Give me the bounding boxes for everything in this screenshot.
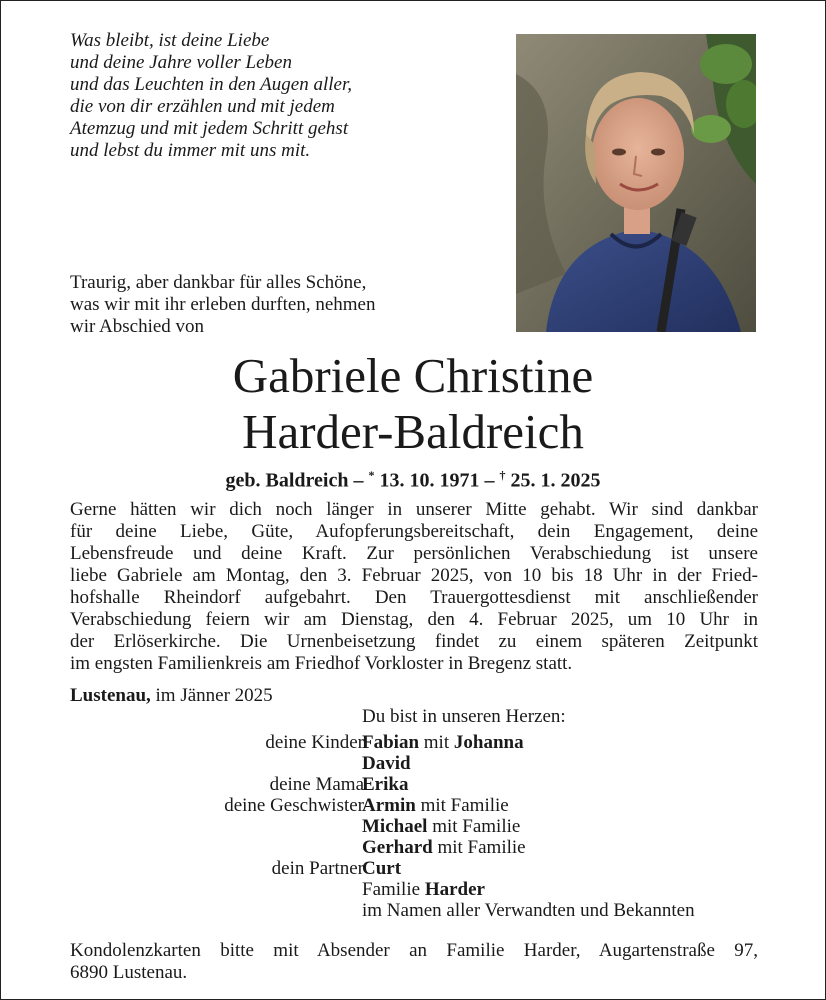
body-line: für deine Liebe, Güte, Aufopferungsbereitschaft, dein Engagement, deine [70,521,758,542]
separator: – [479,469,500,492]
announcement-text [70,499,758,675]
family-row [0,732,826,753]
family-relation: deine Geschwister [224,795,364,816]
poem-line: und deine Jahre voller Leben [70,52,292,73]
body-line: liebe Gabriele am Montag, den 3. Februar 2025, von 10 bis 18 Uhr in der Fried- [70,565,758,586]
intro-line: wir Abschied von [70,316,205,337]
birth-symbol: * [368,468,375,482]
family-member-name: Johanna [453,732,524,753]
family-extra: mit [419,732,454,753]
body-line: Verabschiedung feiern wir am Dienstag, den 4. Februar 2025, um 10 Uhr in [70,609,758,630]
family-names [362,732,524,754]
poem-line: und lebst du immer mit uns mit. [70,140,311,161]
family-names [362,816,520,838]
intro-text [70,272,375,338]
poem-line: die von dir erzählen und mit jedem [70,96,335,117]
body-line: der Erlöserkirche. Die Urnenbeisetzung findet zu einem späteren Zeitpunkt [70,631,758,652]
family-names [362,879,485,901]
separator: – [348,469,369,492]
body-line: Gerne hätten wir dich noch länger in unserer Mitte gehabt. Wir sind dankbar [70,499,758,520]
family-row [0,900,826,921]
family-extra: mit Familie [415,795,509,816]
condolence-note [70,940,758,984]
birth-name: geb. Baldreich [225,469,349,492]
family-member-name: Harder [424,879,485,900]
poem-line: und das Leuchten in den Augen aller, [70,74,352,95]
family-member-name: Michael [362,816,428,837]
intro-line: was wir mit ihr erleben durften, nehmen [70,294,376,315]
family-member-name: Curt [362,858,402,879]
intro-line: Traurig, aber dankbar für alles Schöne, [70,272,367,293]
family-relation: deine Mama [269,774,364,795]
family-relation: deine Kinder [265,732,364,753]
poem-line: Was bleibt, ist deine Liebe [70,30,270,51]
body-line: Lebensfreude und deine Kraft. Zur persönlichen Verabschiedung ist unsere [70,543,758,564]
condolence-line: 6890 Lustenau. [70,962,188,983]
family-names [362,753,411,775]
family-member-name: David [362,753,411,774]
body-line: im engsten Familienkreis am Friedhof Vorkloster in Bregenz statt. [70,653,573,674]
body-line: hofshalle Rheindorf aufgebahrt. Den Trauergottesdienst mit anschließender [70,587,758,608]
family-member-name: Gerhard [362,837,433,858]
family-row [0,879,826,900]
family-list [0,732,826,921]
family-row [0,858,826,879]
family-row [0,795,826,816]
birth-date: 13. 10. 1971 [374,469,480,492]
family-names [362,837,526,859]
family-extra: im Namen aller Verwandten und Bekannten [362,900,695,921]
death-date: 25. 1. 2025 [505,469,601,492]
family-row [0,774,826,795]
family-row [0,753,826,774]
family-names [362,795,509,817]
family-names [362,900,695,922]
family-extra: mit Familie [427,816,521,837]
death-symbol: † [499,468,506,482]
family-names [362,858,401,880]
family-member-name: Erika [362,774,409,795]
life-dates [0,468,826,493]
condolence-line: Kondolenzkarten bitte mit Absender an Familie Harder, Augartenstraße 97, [70,940,758,961]
hearts-line: Du bist in unseren Herzen: [362,706,566,727]
family-member-name: Fabian [362,732,420,753]
portrait-photo [516,34,756,332]
family-relation: dein Partner [271,858,364,879]
place-city: Lustenau, [70,685,151,706]
family-member-name: Armin [362,795,416,816]
family-extra: mit Familie [432,837,526,858]
poem [70,30,352,162]
family-names [362,774,408,796]
deceased-name-first: Gabriele Christine [232,348,594,403]
place-date: im Jänner 2025 [150,685,273,706]
family-extra: Familie [362,879,425,900]
family-row [0,816,826,837]
poem-line: Atemzug und mit jedem Schritt gehst [70,118,349,139]
family-row [0,837,826,858]
deceased-name-last: Harder-Baldreich [242,404,584,459]
place-and-date [70,685,273,707]
